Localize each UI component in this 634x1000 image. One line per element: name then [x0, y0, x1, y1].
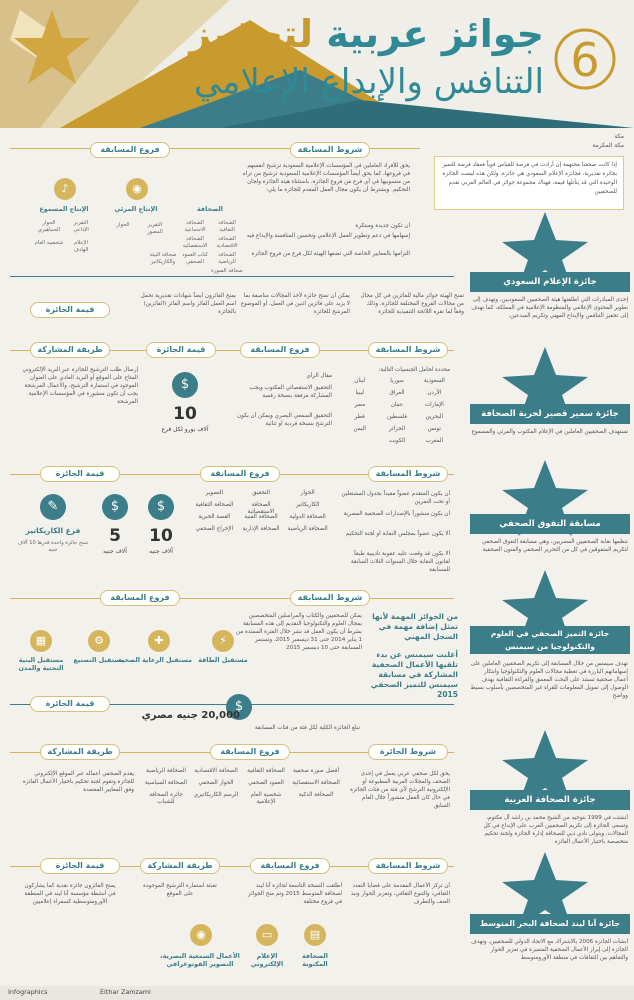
- number-six-icon: [554, 26, 616, 92]
- s3-value-unit-1: آلاف جنيه: [149, 548, 173, 555]
- s3-branch-item: القصة الخبرية: [198, 514, 231, 520]
- s4-value-amount: 20,000 جنيه مصري: [141, 710, 240, 721]
- title-line-1: جوائز عربية لتحفيز: [189, 12, 544, 56]
- intro-box: إذا كانت صحفنا محتهمة إن أرادت في فرصة للقياس قوياً فعقاد فرصة للتميز بجائزة تقديرية، فجائزة الإعلام السعودي هي جائزة، ولكن هذه ليست الجائزة الوحيدة التي قد يتأتلها قيمة، فهناك مجموعة جوائز في العالم العربي تقدم للصحفيين: [434, 156, 624, 210]
- intro-heading: مكة مكة المكرمة: [592, 133, 624, 149]
- country-item: اليمن: [353, 426, 366, 432]
- s6-branch-1: الصحافة المكتوبة: [302, 952, 328, 968]
- s2-branch-1: مقال الرأي: [306, 373, 332, 379]
- s4-value-label: قيمة الجائزة: [30, 696, 110, 712]
- country-item: سوريا: [390, 378, 404, 384]
- s1-value-text-2: يمنح الفائزون أيضاً شهادات تقديرية تحمل اسم العمل الفائز واسم الفائز (الفائزين) بالجائزة: [140, 293, 236, 315]
- divider: [10, 276, 454, 277]
- country-item: تونس: [427, 426, 441, 432]
- s5-branch-item: الصحافة الذكية: [298, 792, 334, 798]
- money-bag-icon: $: [148, 494, 174, 520]
- s3-branch-item: الصحافة الإدارية: [242, 526, 280, 532]
- title-accent: لتحفيز: [189, 12, 313, 56]
- s1-branch-press-item: صحافة البيئة والكاريكاتير: [149, 252, 177, 265]
- s5-description: أنشئت في 1999 بتوجيه من الشيخ محمد بن راشد آل مكتوم، وتسعى الجائزة إلى تكريم الصحفيين العرب على الإبداع في كل المجالات، ويتولى نادي دبي للصحافة إدارة الجائزة ولجنة تحكيم متخصصة باختيار الأعمال الفائزة: [483, 815, 628, 845]
- s1-branch-press: الصحافة: [197, 205, 223, 213]
- s1-branch-press-item: كتاب العمود الصحفي: [182, 252, 208, 265]
- s6-description: أنشأت الجائزة 2006 بالاشتراك مع الاتحاد الدولي للصحفيين، وتهدف الجائزة إلى إبراز الأعمال الصحفية المتميزة في تعزيز الحوار والتفاهم بين الثقافات في منطقة الأورومتوسط: [471, 939, 628, 961]
- s3-cartoon-text: تمنح جائزة واحدة قدرها 10 آلاف جنيه: [17, 540, 89, 553]
- s3-condition-2: أن يكون منشوراً بالإصدارات الصحفية المصرية: [343, 511, 450, 517]
- footer: [0, 986, 634, 1000]
- s5-branch-item: الحوار الصحفي: [198, 780, 234, 786]
- s3-branch-item: الإخراج الصحفي: [195, 526, 234, 532]
- s2-value-label: قيمة الجائزة: [146, 342, 216, 358]
- s1-branch-press-item: الصحافة الاقتصادية: [216, 236, 238, 249]
- s4-branches-label: فروع المسابقة: [100, 590, 180, 606]
- country-item: ليبيا: [355, 390, 364, 396]
- energy-icon: ⚡: [212, 630, 234, 652]
- s5-branch-item: الصحافة الاقتصادية: [194, 768, 238, 774]
- s2-award-name: جائزة سمير قصير لحرية الصحافة: [470, 404, 630, 424]
- s2-branches-label: فروع المسابقة: [240, 342, 320, 358]
- gold-star-icon: [12, 8, 92, 88]
- s5-award-name: جائزة الصحافة العربية: [470, 790, 630, 810]
- s1-branch-visual: الإنتاج المرئي: [114, 205, 158, 213]
- country-item: قطر: [354, 414, 365, 420]
- s1-branch-press-item: صحافة الصورة: [211, 268, 243, 274]
- money-bag-icon: $: [102, 494, 128, 520]
- s5-branch-item: الرسم الكاريكاتيري: [193, 792, 239, 798]
- s6-branches-text: أطلقت النسخة التاسعة لجائزة آنا ليند لصحافة المتوسط 2015 وتم منح الجوائز في فروع مختلفة: [248, 883, 342, 905]
- s5-branch-item: الصحافة الاستقصائية: [292, 780, 340, 786]
- s1-cond-point-3: التزامها بالمعايير الخاصة التي تضعها الهيئة لكل فرع من فروع الجائزة: [251, 251, 410, 257]
- laptop-icon: ▭: [256, 924, 278, 946]
- s6-conditions: أن تركز الأعمال المقدمة على قضايا التعدد الثقافي، والتنوع الثقافي، وتعزيز الحوار ونبذ العنف والتطرف: [350, 883, 450, 905]
- country-item: المغرب: [425, 438, 444, 444]
- s3-condition-4: ألا يكون قد وقعت عليه عقوبة تأديبية طبقاً لقانون النقابة خلال السنوات الثلاث السابقة للمسابقة: [350, 551, 450, 573]
- country-item: مصر: [354, 402, 366, 408]
- s2-branch-2: التحقيق الاستقصائي المكتوب ويجب المشاركة مرفقة بنسخة رقمية: [249, 385, 332, 399]
- manufacturing-icon: ⚙: [88, 630, 110, 652]
- s1-branch-press-item: الصحافة الاجتماعية: [184, 220, 206, 233]
- s3-branch-item: الصحافة الاستقصائية: [247, 502, 275, 515]
- s2-branch-3: التحقيق السمعي البصري ويمكن أن يكون الترشح بنسخة فردية أو ثنائية: [237, 413, 332, 427]
- s4-branch-1: مستقبل الطاقة: [198, 656, 248, 664]
- s4-highlight-1: من الجوائز المهمة لأنها تمثل إضافة مهمة في السجل المهني: [372, 612, 458, 641]
- s2-participation-label: طريقة المشاركة: [30, 342, 110, 358]
- s1-branch-audio: الإنتاج المسموع: [39, 205, 89, 213]
- camera-icon: ◉: [190, 924, 212, 946]
- s2-conditions-label: شروط المسابقة: [368, 342, 448, 358]
- money-bag-icon: $: [226, 694, 252, 720]
- s6-participation: تعبئة استمارة الترشيح الموجودة على الموقع: [143, 883, 217, 897]
- title-line-2: التنافس والإبداع الإعلامي: [193, 62, 544, 102]
- country-item: السعودية: [423, 378, 445, 384]
- s6-award-name: جائزة آنا ليند لصحافة البحر المتوسط: [470, 914, 630, 934]
- s5-conditions: يحق لكل صحفي عربي يعمل في إحدى الصحف والمجلات العربية المطبوعة أو الإلكترونية الترشح لأي فئة من فئات الجائزة في حال كان العمل منشوراً خلال العام السابق: [350, 771, 450, 809]
- s6-conditions-label: شروط المسابقة: [368, 858, 448, 874]
- s4-conditions: يمكن للصحفيين والكتاب والمراسلين المتخصصين بمجال العلوم والتكنولوجيا التقديم إلى هذه المسابقة بشرط أن يكون العمل قد نشر خلال الفترة الممتدة من 1 يناير 2014 حتى 31 ديسمبر 2015، وتستمر المسابقة حتى 10 ديسمبر 2015: [236, 613, 362, 651]
- s3-branch-item: الكاريكاتير: [295, 502, 320, 508]
- s3-description: تنظمها نقابة الصحفيين المصريين، وهي مسابقة التفوق الصحفي لتكريم المتفوقين في كل من التحرير الصحفي والفنون الصحفية: [482, 539, 628, 553]
- s1-award-name: جائزة الإعلام السعودي: [470, 272, 630, 292]
- s4-highlight-2: أعلنت سيمنس عن بدء تلقيها الأعمال الصحفية المشاركة في مسابقة سيمنس للتميز الصحفي 2015: [370, 650, 458, 699]
- country-item: فلسطين: [386, 414, 408, 420]
- s3-value-unit-2: آلاف جنيه: [103, 548, 127, 555]
- s1-branch-press-item: الصحافة الاستقصائية: [182, 236, 208, 249]
- s1-conditions-label: شروط المسابقة: [290, 142, 370, 158]
- s6-value-text: يمنح الفائزون جائزة نقدية كما يشاركون في أنشطة مؤسسة آنا ليند في المنطقة الأورومتوسطية كسفراء إعلاميين: [24, 883, 116, 905]
- country-item: العراق: [389, 390, 405, 396]
- cartoon-icon: ✎: [40, 494, 66, 520]
- footer-author: Eithar Zamzami: [100, 988, 151, 996]
- s1-cond-extra: تمنح الهيئة جوائز مالية للفائزين في كل مجال من مجالات الفروع المختلفة للجائزة، وذلك وفقاً لما تقره اللائحة التنفيذية للجائزة: [360, 293, 464, 315]
- country-item: الكويت: [388, 438, 406, 444]
- s3-branch-item: الصحافة الثقافية: [195, 502, 234, 508]
- s3-branches: [190, 490, 330, 570]
- s4-conditions-label: شروط المسابقة: [290, 590, 370, 606]
- s1-branch-press-item: الصحافة الثقافية: [218, 220, 236, 233]
- footer-brand: Infographics: [8, 988, 48, 996]
- s5-branch-item: العمود الصحفي: [248, 780, 284, 786]
- s5-branches-label: فروع المسابقة: [210, 744, 290, 760]
- s4-award-name: جائزة التميز الصحفي في العلوم والتكنولوجيا من سيمنس: [470, 626, 630, 654]
- country-item: الجزائر: [388, 426, 406, 432]
- s2-description: تستهدف الصحفيين العاملين في الإعلام المكتوب والمرئي والمسموع: [471, 429, 628, 435]
- s3-condition-3: ألا يكون عضواً بمجلس النقابة أو لجنة التحكيم: [345, 531, 450, 537]
- s1-cond-point-1: أن تكون جديدة ومبتكرة: [355, 223, 410, 229]
- s4-branch-3: مستقبل التصنيع: [73, 656, 125, 664]
- s5-branch-item: أفضل صورة صحفية: [292, 768, 340, 774]
- s6-branches-label: فروع المسابقة: [250, 858, 330, 874]
- s1-conditions: يحق للأفراد العاملين في المؤسسات الإعلامية السعودية ترشيح أنفسهم في فروعها، كما يحق أيضاً المؤسسات الإعلامية السعودية ترشيح من تراه من منسوبيها في أي فرع من فروع الجائزة، باستثناء هيئة الجائزة ولجان التحكيم. ويشترط أن يكون مجال العمل المقدم للجائزة ما يلي:: [242, 163, 410, 193]
- s3-value-number-1: 10: [149, 526, 173, 546]
- country-item: البحرين: [425, 414, 444, 420]
- s1-value-text-1: يمكن أن تمنح جائزة لأحد المجالات مناصفة بما لا يزيد على فائزين اثنين في العمل، أو الموضوع المرشح للجائزة: [240, 293, 350, 315]
- s3-branch-item: الصحافة الرياضية: [287, 526, 328, 532]
- healthcare-icon: ✚: [148, 630, 170, 652]
- s1-branch-press-item: الصحافة الرياضية: [218, 252, 236, 265]
- s1-description: إحدى المبادرات التي أطلقتها هيئة الصحفيين السعوديين، وتهدف إلى تطوير المحتوى الإعلامي والمنظومة الإعلامية في المملكة، كما تهدف إلى تحفيز التنافس والإبداع المهني وتكريم المبدعين.: [471, 297, 628, 319]
- s4-branch-4: مستقبل البنية التحتية والمدن: [18, 656, 64, 672]
- country-item: عمان: [390, 402, 404, 408]
- s4-value-text: تبلغ الجائزة الكلية لكل فئة من فئات المسابقة: [254, 725, 360, 731]
- s2-cond-intro: محددة لحامل الجنسيات التالية:: [378, 367, 450, 373]
- s5-branch-item: جائزة الصحافة للشباب: [149, 792, 183, 805]
- s1-branches-label: فروع المسابقة: [90, 142, 170, 158]
- s4-description: تهدف سيمنس من خلال المسابقة إلى تكريم الصحفيين العاملين على إسهاماتهم البارزة في تغطية مجالات العلوم والتكنولوجيا وابتكار أعمال صحفية تستند على البحث المعمق والقراءة الثقافية بهدف الوصول إلى تمويل المعلومات للقراء غير المتخصصين بأسلوب بسيط وواضح: [470, 661, 628, 699]
- s1-branch-audio-item: الحوار الجماهيري: [37, 220, 61, 233]
- s1-branch-audio-item: الإعلام الهادف: [73, 240, 89, 253]
- s5-branch-item: الصحافة الرياضية: [146, 768, 186, 774]
- s5-participation-label: طريقة المشاركة: [40, 744, 120, 760]
- s3-value-label: قيمة الجائزة: [40, 466, 120, 482]
- s1-branch-visual-item: الحوار: [116, 222, 130, 228]
- s3-condition-1: أن يكون المتقدم عضواً مقيداً بجدول المشتغلين أو تحت التمرين: [341, 491, 450, 505]
- camera-icon: ◉: [126, 178, 148, 200]
- s3-branches-label: فروع المسابقة: [200, 466, 280, 482]
- s3-branch-item: الصحافة الفنية: [244, 514, 278, 520]
- money-bag-icon: $: [172, 372, 198, 398]
- svg-text:6: 6: [570, 33, 600, 87]
- s1-branch-audio-item: التقرير الإذاعي: [73, 220, 89, 233]
- s5-participation: يقدم الصحفي أعماله عبر الموقع الإلكتروني للجائزة وتقوم لجنة تحكيم باختيار الأعمال الفائزة وفق المعايير المعتمدة: [22, 771, 134, 793]
- divider: [10, 598, 454, 599]
- s6-branch-2: الإعلام الإلكتروني: [250, 952, 284, 968]
- s5-branch-item: شخصية العام الإعلامية: [250, 792, 282, 805]
- s2-value-number: 10: [173, 404, 197, 424]
- s6-participation-label: طريقة المشاركة: [140, 858, 220, 874]
- s3-branch-item: التصوير: [205, 490, 224, 496]
- city-icon: ▦: [30, 630, 52, 652]
- s5-conditions-label: شروط الجائزة: [368, 744, 448, 760]
- s3-value-number-2: 5: [109, 526, 121, 546]
- s5-branches: [140, 768, 340, 838]
- s3-award-name: مسابقة التفوق الصحفي: [470, 514, 630, 534]
- s1-value-label: قيمة الجائزة: [30, 302, 110, 318]
- country-item: الأردن: [427, 390, 442, 396]
- s3-branch-item: الحوار: [300, 490, 315, 496]
- s3-conditions-label: شروط المسابقة: [368, 466, 448, 482]
- s2-value-unit: آلاف يورو لكل فرع: [161, 426, 209, 433]
- microphone-icon: ♪: [54, 178, 76, 200]
- s1-branch-visual-item: التقرير المصور: [147, 222, 163, 235]
- s5-branch-item: الصحافة الثقافية: [247, 768, 285, 774]
- s3-branch-item: التحقيق: [252, 490, 270, 496]
- s6-branch-3: الأعمال السمعية البصرية، التصوير الفوتوغرافي: [160, 952, 240, 968]
- s1-branch-audio-item: شخصية العام: [34, 240, 64, 246]
- s3-cartoon: فرع الكاريكاتير: [25, 526, 81, 535]
- s2-countries: [340, 378, 452, 460]
- s3-branch-item: الصحافة الدولية: [289, 514, 326, 520]
- s2-participation: إرسال طلب الترشيح للجائزة عبر البريد الإلكتروني المتاح على الموقع أو البريد العادي على العنوان الموجود في استمارة الترشيح، والأعمال المرشحة يجب أن تكون منشورة في المؤسسات الإعلامية المرشحة: [22, 367, 138, 405]
- header: [0, 0, 634, 128]
- newspaper-icon: ▤: [304, 924, 326, 946]
- s1-cond-point-2: إسهامها في دعم وتطوير العمل الإعلامي وتحسين المنافسة والإبداع فيه: [246, 233, 410, 239]
- s4-branch-2: مستقبل الرعاية الصحية: [117, 656, 192, 664]
- s6-value-label: قيمة الجائزة: [40, 858, 120, 874]
- country-item: لبنان: [354, 378, 366, 384]
- country-item: الإمارات: [424, 402, 444, 408]
- s5-branch-item: الصحافة السياسية: [145, 780, 187, 786]
